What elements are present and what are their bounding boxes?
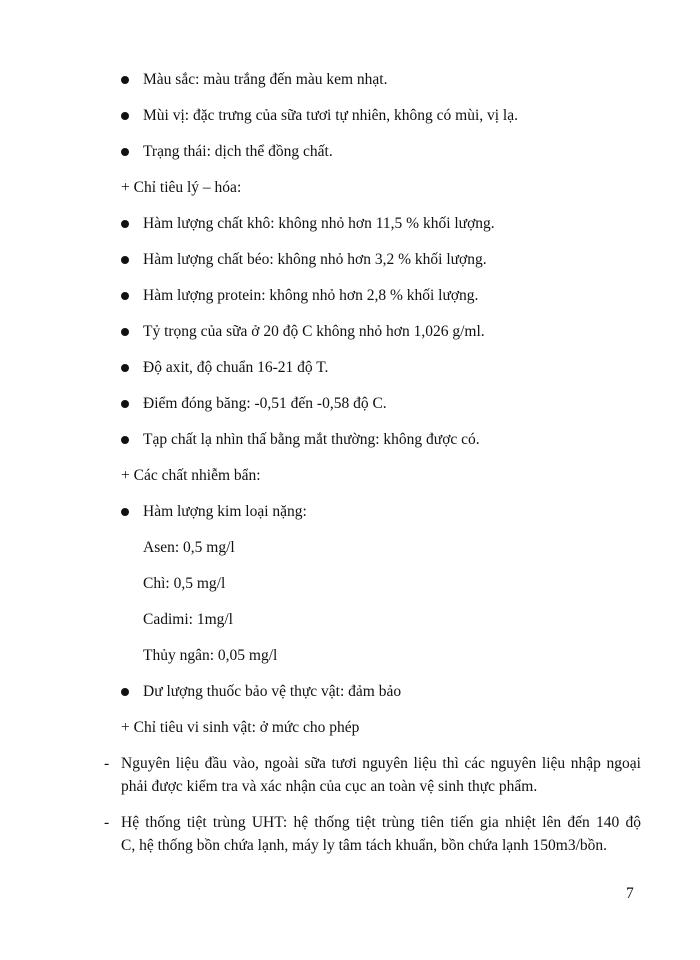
bullet-dot	[121, 688, 129, 696]
bullet-text: Màu sắc: màu trắng đến màu kem nhạt.	[143, 71, 388, 88]
bullet-text: Mùi vị: đặc trưng của sữa tươi tự nhiên, không có mùi, vị lạ.	[143, 107, 518, 124]
bullet-dot	[121, 328, 129, 336]
bullet-dot	[121, 256, 129, 264]
heavy-metal-item: Chì: 0,5 mg/l	[143, 575, 226, 592]
page-number: 7	[626, 885, 634, 902]
bullet-dot	[121, 220, 129, 228]
bullet-text: Trạng thái: dịch thể đồng chất.	[143, 143, 333, 160]
bullet-dot	[121, 508, 129, 516]
heavy-metal-item: Cadimi: 1mg/l	[143, 611, 233, 628]
bullet-dot	[121, 436, 129, 444]
bullet-dot	[121, 76, 129, 84]
dash-marker: -	[104, 755, 110, 772]
pesticide-text: Dư lượng thuốc bảo vệ thực vật: đảm bảo	[143, 683, 402, 700]
bullet-text: Độ axit, độ chuẩn 16-21 độ T.	[143, 359, 329, 376]
bullet-text: Hàm lượng chất béo: không nhỏ hơn 3,2 % khối lượng.	[143, 251, 487, 268]
bullet-text: Tạp chất lạ nhìn thấ bằng mắt thường: không được có.	[143, 431, 480, 448]
bullet-text: Hàm lượng protein: không nhỏ hơn 2,8 % khối lượng.	[143, 287, 479, 304]
bullet-text: Điểm đóng băng: -0,51 đến -0,58 độ C.	[143, 395, 387, 412]
bullet-dot	[121, 148, 129, 156]
dash-marker: -	[104, 814, 110, 831]
bullet-dot	[121, 400, 129, 408]
heavy-metals-heading: Hàm lượng kim loại nặng:	[143, 503, 307, 520]
dash-item-line: Nguyên liệu đầu vào, ngoài sữa tươi nguyên liệu thì các nguyên liệu nhập ngoại	[121, 755, 641, 772]
dash-item-line: phải được kiểm tra và xác nhận của cục an toàn vệ sinh thực phẩm.	[121, 778, 538, 795]
bullet-text: Hàm lượng chất khô: không nhỏ hơn 11,5 % khối lượng.	[143, 215, 495, 232]
dash-item-line: Hệ thống tiệt trùng UHT: hệ thống tiệt trùng tiên tiến gia nhiệt lên đến 140 độ	[121, 814, 641, 831]
bullet-dot	[121, 292, 129, 300]
heavy-metal-item: Thủy ngân: 0,05 mg/l	[143, 647, 278, 664]
dash-item-line: C, hệ thống bồn chứa lạnh, máy ly tâm tách khuẩn, bồn chứa lạnh 150m3/bồn.	[121, 837, 608, 854]
section-heading-physchem: + Chỉ tiêu lý – hóa:	[121, 179, 242, 196]
bullet-dot	[121, 112, 129, 120]
section-heading-contaminants: + Các chất nhiễm bẩn:	[121, 467, 261, 484]
bullet-text: Tỷ trọng của sữa ở 20 độ C không nhỏ hơn 1,026 g/ml.	[143, 323, 485, 340]
section-heading-micro: + Chỉ tiêu vi sinh vật: ở mức cho phép	[121, 719, 360, 736]
heavy-metal-item: Asen: 0,5 mg/l	[143, 539, 235, 556]
bullet-dot	[121, 364, 129, 372]
